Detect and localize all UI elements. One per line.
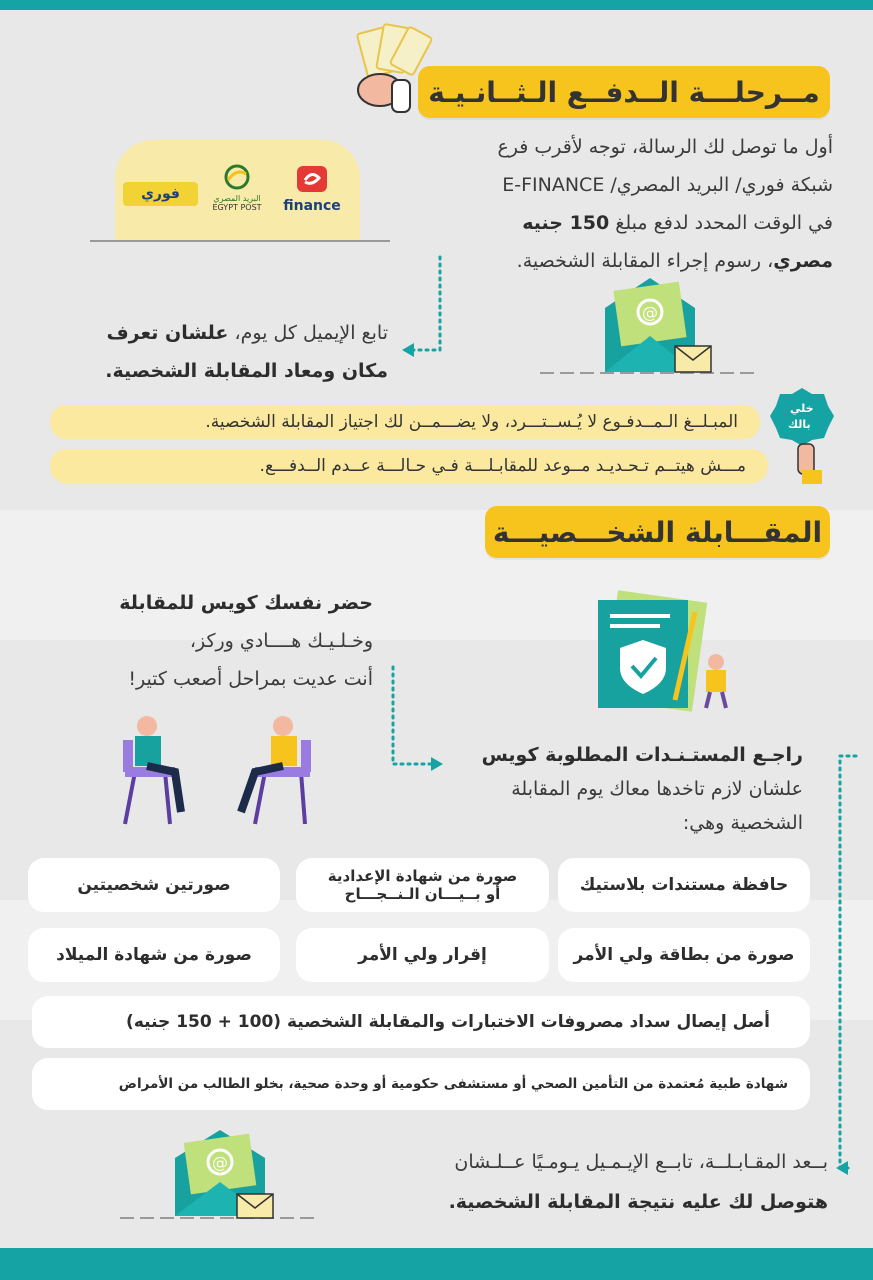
doc-birth-certificate: صورة من شهادة الميلاد xyxy=(28,928,280,982)
payment-currency: مصري xyxy=(773,250,833,272)
envelope-at-icon xyxy=(535,278,765,378)
egypt-post-en: EGYPT POST xyxy=(212,203,262,212)
badge-line-2: بالك xyxy=(788,418,811,431)
email-tip-1a: تابع الإيميل كل يوم، xyxy=(228,322,388,344)
payment-section-title: مــرحلـــة الــدفــع الـثــانـيـة xyxy=(418,66,830,118)
efinance-logo xyxy=(277,164,347,224)
doc-medical-certificate: شهادة طبية مُعتمدة من التأمين الصحي أو مستشفى حكومية أو وحدة صحية، بخلو الطالب من الأمراض xyxy=(32,1058,810,1110)
payment-paragraph xyxy=(413,128,833,280)
doc-fee-receipt: أصل إيصال سداد مصروفات الاختبارات والمقابلة الشخصية (100 + 150 جنيه) xyxy=(32,996,810,1048)
email-tip-line-1 xyxy=(28,314,388,352)
bottom-bar xyxy=(0,1248,873,1280)
badge-hand-icon xyxy=(768,386,836,486)
top-bar xyxy=(0,0,873,10)
payment-line-3a: في الوقت المحدد لدفع مبلغ xyxy=(609,212,833,234)
doc-prep-certificate-line-1: صورة من شهادة الإعدادية xyxy=(327,867,518,885)
documents-line-3: الشخصية وهي: xyxy=(682,812,803,834)
payment-amount: 150 جنيه xyxy=(522,212,610,234)
svg-text:@: @ xyxy=(642,303,658,322)
payment-logos-panel xyxy=(115,140,360,240)
connector-dots-3 xyxy=(830,748,870,1178)
email-tip xyxy=(28,314,388,390)
note-non-refundable: المبـلــغ الـمــدفـوع لا يُـســتـــرد، ولا يضـــمــن لك اجتياز المقابلة الشخصية. xyxy=(50,405,760,439)
documents-line-2: علشان لازم تاخدها معاك يوم المقابلة xyxy=(511,778,803,800)
badge-line-1: خلي xyxy=(790,402,814,415)
after-line-2: هتوصل لك عليه نتيجة المقابلة الشخصية. xyxy=(448,1191,828,1213)
email-tip-line-2: مكان ومعاد المقابلة الشخصية. xyxy=(105,360,388,382)
note-no-appointment: مـــش هيتــم تـحـديـد مــوعد للمقابـلـــة فـي حـالـــة عــدم الــدفـــع. xyxy=(50,449,768,483)
envelope-at-icon-bottom xyxy=(115,1130,325,1222)
svg-text:@: @ xyxy=(212,1153,228,1172)
doc-prep-certificate xyxy=(296,858,549,912)
doc-plastic-folder: حافظة مستندات بلاستيك xyxy=(558,858,810,912)
efinance-text: finance xyxy=(283,198,341,214)
doc-guardian-declaration: إقرار ولي الأمر xyxy=(296,928,549,982)
interview-section-title: المقـــابلة الشخـــصيـــة xyxy=(485,506,830,558)
payment-line-3 xyxy=(413,204,833,242)
fawry-logo: فوري xyxy=(123,182,198,206)
egypt-post-logo xyxy=(207,164,267,224)
doc-prep-certificate-line-2: أو بــيـــان الـنــجـــاح xyxy=(344,885,501,903)
prep-line-3: أنت عديت بمراحل أصعب كتير! xyxy=(128,668,373,690)
egypt-post-ar: البريد المصري xyxy=(213,194,261,203)
doc-guardian-id: صورة من بطاقة ولي الأمر xyxy=(558,928,810,982)
documents-intro xyxy=(423,738,803,840)
connector-dots-1 xyxy=(400,252,450,362)
person-chair-icon xyxy=(105,712,325,827)
payment-line-4 xyxy=(413,242,833,280)
payment-line-4b: ، رسوم إجراء المقابلة الشخصية. xyxy=(516,250,774,272)
payment-line-1: أول ما توصل لك الرسالة، توجه لأقرب فرع xyxy=(497,136,833,158)
document-shield-icon xyxy=(570,582,750,712)
payment-line-2: شبكة فوري/ البريد المصري/ E-FINANCE xyxy=(502,174,833,196)
doc-two-photos: صورتين شخصيتين xyxy=(28,858,280,912)
prep-title: حضر نفسك كويس للمقابلة xyxy=(119,592,373,614)
after-interview xyxy=(368,1142,828,1222)
after-line-1: بــعد المقـابـلــة، تابــع الإيـمـيل يـومـيًا عــلـشان xyxy=(454,1151,828,1173)
documents-title: راجـع المستـنـدات المطلوبة كويس xyxy=(481,744,803,766)
prep-tip xyxy=(43,584,373,698)
email-tip-1b: علشان تعرف xyxy=(106,322,229,344)
logos-underline xyxy=(90,240,390,242)
prep-line-2: وخـلـيـك هــــادي وركز، xyxy=(189,630,373,652)
